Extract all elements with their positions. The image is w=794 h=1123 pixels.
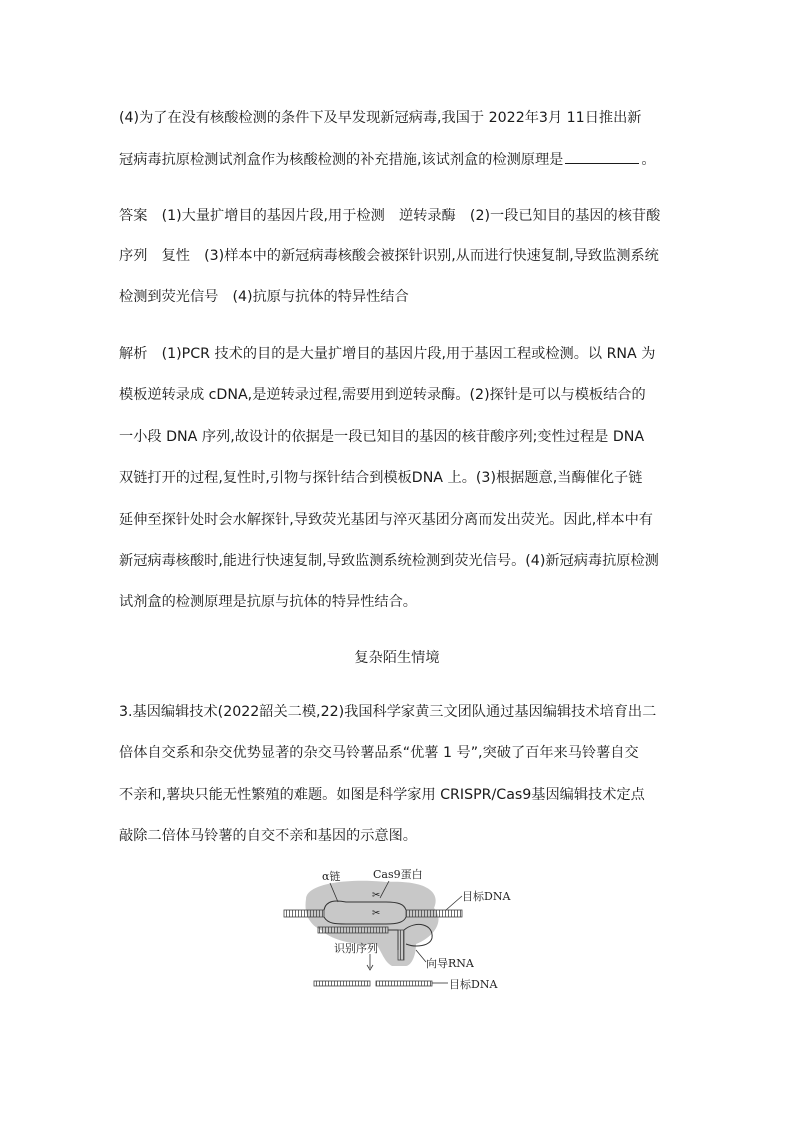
label-target-dna-top: 目标DNA — [462, 890, 511, 903]
analysis-line-1: 解析 (1)PCR 技术的目的是大量扩增目的基因片段,用于基因工程或检测。以 RNA 为 — [119, 346, 656, 362]
answer-line-1: 答案 (1)大量扩增目的基因片段,用于检测 逆转录酶 (2)一段已知目的基因的核苷酸 — [119, 208, 661, 224]
answer-line-3: 检测到荧光信号 (4)抗原与抗体的特异性结合 — [119, 289, 409, 305]
label-cas9: Cas9蛋白 — [373, 868, 423, 881]
q3-line-1: 3.基因编辑技术(2022韶关二模,22)我国科学家黄三文团队通过基因编辑技术培育出二 — [119, 704, 657, 720]
analysis-line-6: 新冠病毒核酸时,能进行快速复制,导致监测系统检测到荧光信号。(4)新冠病毒抗原检测 — [119, 553, 659, 569]
q3-line-4: 敲除二倍体马铃薯的自交不亲和基因的示意图。 — [119, 828, 417, 844]
analysis-line-5: 延伸至探针处时会水解探针,导致荧光基团与淬灭基团分离而发出荧光。因此,样本中有 — [119, 512, 653, 528]
analysis-line-2: 模板逆转录成 cDNA,是逆转录过程,需要用到逆转录酶。(2)探针是可以与模板结合的 — [119, 387, 646, 403]
q4-line-1: (4)为了在没有核酸检测的条件下及早发现新冠病毒,我国于 2022年3月 11日推出新 — [119, 110, 642, 126]
label-target-dna-bottom: 目标DNA — [449, 978, 498, 991]
q4-line-2-end: 。 — [641, 152, 656, 168]
answer-blank — [565, 149, 639, 164]
crispr-diagram — [276, 866, 526, 996]
scissors-icon-top: ✂ — [372, 890, 381, 901]
recognition-sequence — [318, 927, 388, 933]
q4-line-2-text: 冠病毒抗原检测试剂盒作为核酸检测的补充措施,该试剂盒的检测原理是 — [119, 152, 564, 168]
answer-line-2: 序列 复性 (3)样本中的新冠病毒核酸会被探针识别,从而进行快速复制,导致监测系统 — [119, 248, 659, 264]
q3-line-3: 不亲和,薯块只能无性繁殖的难题。如图是科学家用 CRISPR/Cas9基因编辑技术定点 — [119, 787, 645, 803]
analysis-line-7: 试剂盒的检测原理是抗原与抗体的特异性结合。 — [119, 594, 417, 610]
label-recognition-sequence: 识别序列 — [334, 942, 378, 955]
guide-rna-stem — [398, 930, 404, 960]
q3-line-2: 倍体自交系和杂交优势显著的杂交马铃薯品系“优薯 1 号”,突破了百年来马铃薯自交 — [119, 745, 639, 761]
label-guide-rna: 向导RNA — [426, 957, 474, 970]
cut-dna-right — [376, 981, 432, 986]
analysis-line-3: 一小段 DNA 序列,故设计的依据是一段已知目的基因的核苷酸序列;变性过程是 DNA — [119, 429, 645, 445]
analysis-line-4: 双链打开的过程,复性时,引物与探针结合到模板DNA 上。(3)根据题意,当酶催化子链 — [119, 470, 643, 486]
cut-dna-left — [314, 981, 370, 986]
target-dna-right — [406, 910, 462, 917]
section-title: 复杂陌生情境 — [354, 650, 440, 666]
scissors-icon-middle: ✂ — [372, 908, 381, 919]
q4-line-2 — [119, 149, 679, 170]
label-alpha-chain: α链 — [322, 870, 341, 883]
target-dna-left — [284, 910, 324, 917]
